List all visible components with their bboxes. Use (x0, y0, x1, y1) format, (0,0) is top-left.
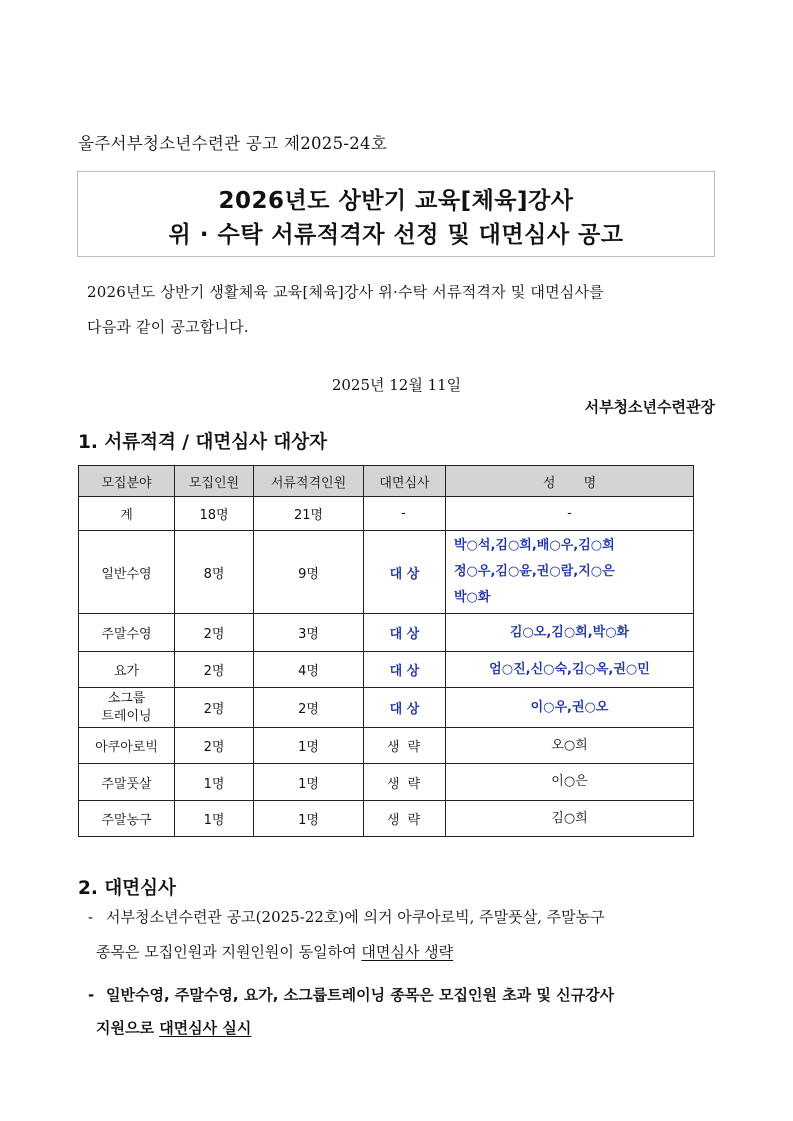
table-row (79, 652, 694, 688)
cell-recruit: 2명 (175, 614, 254, 652)
cell-field: 아쿠아로빅 (79, 728, 175, 764)
bullet-1-line-2-prefix: 종목은 모집인원과 지원인원이 동일하여 (96, 943, 362, 961)
cell-interview: 대 상 (364, 688, 446, 728)
notice-number: 울주서부청소년수련관 공고 제2025-24호 (78, 134, 388, 153)
table-row (79, 764, 694, 801)
name-line: 김○오,김○희,박○화 (509, 624, 630, 640)
bullet-2-line-1 (88, 984, 614, 1005)
bullet-2-line-2-prefix: 지원으로 (96, 1019, 160, 1037)
table-row (79, 614, 694, 652)
name-line: 이○우,권○오 (530, 699, 609, 715)
table-row (79, 531, 694, 614)
header-interview: 대면심사 (364, 466, 446, 497)
cell-names (446, 688, 694, 728)
cell-names (446, 614, 694, 652)
intro-line-1: 2026년도 상반기 생활체육 교육[체육]강사 위·수탁 서류적격자 및 대면심사를 (87, 283, 604, 301)
name-line: 정○우,김○윤,권○람,지○은 (454, 564, 615, 579)
section-1-title: 1. 서류적격 / 대면심사 대상자 (78, 432, 328, 453)
cell-qualified: 1명 (254, 728, 364, 764)
name-line: 김○희 (551, 810, 588, 826)
table-header-row (79, 466, 694, 497)
cell-qualified: 4명 (254, 652, 364, 688)
cell-recruit: 8명 (175, 531, 254, 614)
title-line-2: 위 · 수탁 서류적격자 선정 및 대면심사 공고 (168, 222, 624, 248)
cell-recruit: 18명 (175, 497, 254, 531)
cell-field-line: 트레이닝 (101, 708, 152, 724)
bullet-1-dash: - (88, 908, 94, 926)
header-recruit: 모집인원 (175, 466, 254, 497)
cell-field: 일반수영 (79, 531, 175, 614)
cell-field: 주말풋살 (79, 764, 175, 801)
header-names: 성 명 (446, 466, 694, 497)
bullet-2-underlined: 대면심사 실시 (159, 1019, 252, 1037)
cell-field: 주말수영 (79, 614, 175, 652)
cell-recruit: 2명 (175, 728, 254, 764)
header-field: 모집분야 (79, 466, 175, 497)
cell-qualified: 3명 (254, 614, 364, 652)
cell-recruit: 1명 (175, 801, 254, 837)
cell-qualified: 1명 (254, 801, 364, 837)
name-line: 박○화 (454, 590, 491, 605)
bullet-1-line-2 (96, 941, 453, 962)
table-row (79, 801, 694, 837)
cell-field: 계 (79, 497, 175, 531)
cell-names (446, 531, 694, 614)
table-row (79, 688, 694, 728)
title-line-1: 2026년도 상반기 교육[체육]강사 (218, 188, 574, 214)
cell-field-line: 소그룹 (107, 690, 146, 706)
cell-qualified: 2명 (254, 688, 364, 728)
cell-names (446, 801, 694, 837)
table-body (79, 497, 694, 837)
bullet-2-dash: - (88, 986, 95, 1004)
cell-interview: 생 략 (364, 764, 446, 801)
cell-names (446, 764, 694, 801)
bullet-1-line-1 (88, 906, 605, 927)
cell-recruit: 1명 (175, 764, 254, 801)
cell-field: 요가 (79, 652, 175, 688)
cell-names (446, 497, 694, 531)
cell-interview: 대 상 (364, 531, 446, 614)
cell-qualified: 9명 (254, 531, 364, 614)
bullet-2-line-2 (96, 1017, 251, 1038)
cell-field: 주말농구 (79, 801, 175, 837)
bullet-1-underlined: 대면심사 생략 (361, 943, 454, 961)
cell-field (79, 688, 175, 728)
table-row (79, 728, 694, 764)
title-box (77, 171, 715, 257)
cell-interview: 생 략 (364, 801, 446, 837)
name-line: 박○석,김○희,배○우,김○희 (454, 538, 615, 553)
cell-recruit: 2명 (175, 688, 254, 728)
bullet-1-text: 서부청소년수련관 공고(2025-22호)에 의거 아쿠아로빅, 주말풋살, 주말농구 (106, 908, 605, 926)
cell-interview: 대 상 (364, 652, 446, 688)
cell-interview: - (364, 497, 446, 531)
cell-qualified: 1명 (254, 764, 364, 801)
table-row (79, 497, 694, 531)
name-line: 엄○진,신○숙,김○옥,권○민 (489, 661, 650, 677)
cell-recruit: 2명 (175, 652, 254, 688)
section-2-title: 2. 대면심사 (78, 878, 176, 899)
issuer: 서부청소년수련관장 (584, 398, 715, 416)
cell-names (446, 652, 694, 688)
cell-qualified: 21명 (254, 497, 364, 531)
cell-interview: 대 상 (364, 614, 446, 652)
name-line: 이○은 (551, 774, 588, 789)
cell-names (446, 728, 694, 764)
notice-date: 2025년 12월 11일 (331, 376, 462, 394)
header-qualified: 서류적격인원 (254, 466, 364, 497)
cell-interview: 생 략 (364, 728, 446, 764)
bullet-2-text: 일반수영, 주말수영, 요가, 소그룹트레이닝 종목은 모집인원 초과 및 신규강사 (106, 986, 615, 1004)
target-table (78, 465, 694, 837)
name-line: 오○희 (551, 737, 588, 753)
intro-line-2: 다음과 같이 공고합니다. (87, 318, 249, 336)
name-line: - (567, 505, 572, 521)
